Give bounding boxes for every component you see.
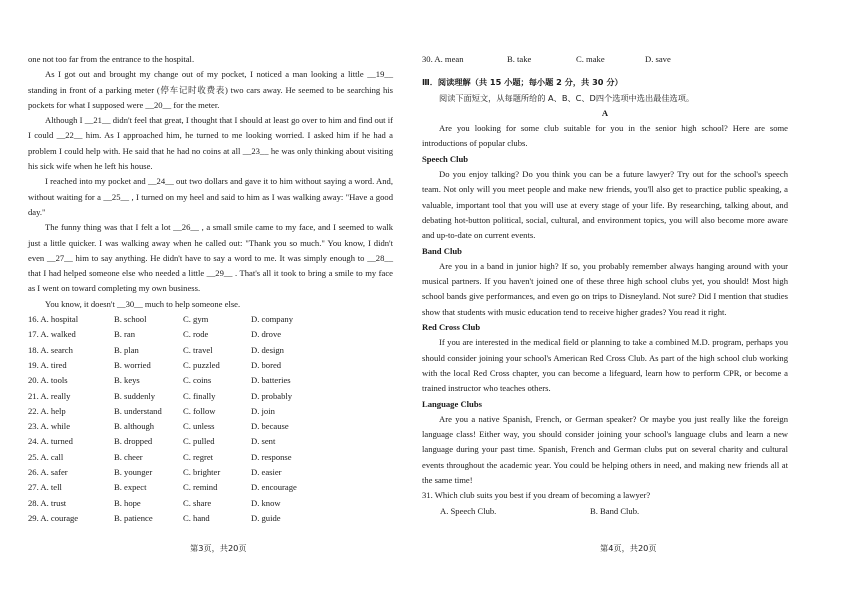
option-row	[28, 496, 393, 511]
option: B. cheer	[114, 451, 143, 462]
option: C. brighter	[183, 467, 221, 478]
option: D. know	[251, 497, 281, 508]
option: C. puzzled	[183, 359, 220, 370]
club-paragraph: Do you enjoy talking? Do you think you can be a future lawyer? Try out for the school's speech team. Not only will you meet people and make new friends, you'll also get to practice public speaking, a valuable, important tool that you will use at every stage of your life. By researching, talking about, and debating hot-button political, social, cultural, and environment topics, you will also become more aware and up-to-date on current events.	[422, 169, 788, 241]
club-paragraph: If you are interested in the medical field or planning to take a combined M.D. program, perhaps you should consider joining your school's American Red Cross Club. As part of the high school club working with the local Red Cross chapter, you can become a lifeguard, learn how to perform CPR, or become a trained instructor who teaches others.	[422, 337, 788, 394]
option: D. bored	[251, 359, 282, 370]
paragraph: one not too far from the entrance to the hospital.	[28, 54, 195, 64]
intro-paragraph: Are you looking for some club suitable for you in the senior high school? Here are some introductions of popular clubs.	[422, 123, 788, 149]
right-column	[422, 52, 788, 519]
option: D. easier	[251, 467, 282, 478]
option: 27. A. tell	[28, 482, 62, 493]
option: D. guide	[251, 512, 281, 523]
option: B. ran	[114, 329, 136, 340]
paragraph: Although I __21__ didn't feel that great, I thought that I should at least go over to him and find out if I could __22__ him. As I approached him, he turned to me looking worried. I asked him if he had a problem I could help with. He said that he had no coins at all __23__ he was only thinking about visiting his sick wife when he left his house.	[28, 115, 393, 172]
option: B. suddenly	[114, 390, 156, 401]
option: D. save	[645, 54, 671, 64]
option: B. school	[114, 314, 147, 325]
option: B. plan	[114, 344, 139, 355]
option: C. finally	[183, 390, 216, 401]
answer-option: A. Speech Club.	[440, 505, 497, 516]
page-footer-right: 第4页，共20页	[600, 543, 657, 553]
option-row	[28, 373, 393, 388]
left-column	[28, 52, 393, 526]
option: C. travel	[183, 344, 213, 355]
option: C. pulled	[183, 436, 215, 447]
option: 26. A. safer	[28, 467, 68, 478]
option-row	[28, 450, 393, 465]
option: D. design	[251, 344, 284, 355]
option: B. although	[114, 421, 155, 432]
option-row	[28, 358, 393, 373]
option-row	[28, 419, 393, 434]
option-row	[28, 389, 393, 404]
option-row	[422, 52, 788, 67]
option-row	[28, 465, 393, 480]
page-footer-left: 第3页，共20页	[190, 543, 247, 553]
option: C. make	[576, 54, 605, 64]
option: 18. A. search	[28, 344, 73, 355]
option: 20. A. tools	[28, 375, 68, 386]
option: B. expect	[114, 482, 147, 493]
question-31: 31. Which club suits you best if you dream of becoming a lawyer?	[422, 490, 651, 501]
option: D. drove	[251, 329, 282, 340]
option: B. take	[507, 54, 532, 64]
section-instructions: 阅读下面短文，从每题所给的 A、B、C、D四个选项中选出最佳选项。	[439, 92, 695, 103]
paragraph: You know, it doesn't __30__ much to help someone else.	[45, 298, 241, 309]
option: D. because	[251, 421, 289, 432]
option: 16. A. hospital	[28, 314, 79, 325]
option: D. join	[251, 405, 275, 416]
passage-label: A	[601, 107, 609, 118]
option: B. dropped	[114, 436, 153, 447]
answer-option: B. Band Club.	[590, 505, 640, 516]
answer-row	[422, 504, 788, 519]
option: C. rode	[183, 329, 209, 340]
club-paragraph: Are you a native Spanish, French, or German speaker? Or maybe you just really like the foreign language class! Either way, you should consider joining your school's language clubs and learn a new language during your past time. Spanish, French and German clubs put on several charity and cultural events throughout the academic year. You could be helping others in need, and making new friends all at the same time!	[422, 413, 788, 486]
option: 21. A. really	[28, 390, 71, 401]
option: C. share	[183, 497, 212, 508]
option: C. gym	[183, 314, 209, 325]
paragraph: The funny thing was that I felt a lot __26__ , a small smile came to my face, and I seemed to walk just a little quicker. I was walking away when he called out: "Thank you so much." You know, I didn't even __27__ him to say anything. He didn't have to say a word to me. It was simply enough to __28__ that I had helped someone else who needed a little __29__ . That's all it took to bring a smile to my face as I went on toward completing my own business.	[28, 222, 393, 294]
club-heading: Red Cross Club	[422, 322, 481, 333]
option: C. hand	[183, 512, 210, 523]
option: C. follow	[183, 405, 216, 416]
option: D. response	[251, 451, 292, 462]
club-heading: Language Clubs	[422, 398, 482, 409]
club-heading: Band Club	[422, 245, 462, 256]
option: 29. A. courage	[28, 512, 79, 523]
option: C. coins	[183, 375, 212, 386]
option: C. unless	[183, 421, 215, 432]
option-row	[28, 343, 393, 358]
option-row	[28, 404, 393, 419]
option: 17. A. walked	[28, 329, 76, 340]
option: 19. A. tired	[28, 359, 67, 370]
option: 22. A. help	[28, 405, 66, 416]
option: C. regret	[183, 451, 214, 462]
option-row	[28, 511, 393, 526]
option: D. sent	[251, 436, 276, 447]
paragraph: I reached into my pocket and __24__ out two dollars and gave it to him without saying a word. And, without waiting for a __25__ , I turned on my heel and said to him as I was walking away: "Have a good day."	[28, 176, 393, 217]
option: D. encourage	[251, 482, 297, 493]
option: C. remind	[183, 482, 218, 493]
option-row	[28, 312, 393, 327]
paragraph: As I got out and brought my change out of my pocket, I noticed a man looking a little __19__ standing in front of a parking meter (停车记时收费表) two cars away. He seemed to be searching his pockets for what I supposed were __20__ for the meter.	[28, 69, 393, 110]
option: B. keys	[114, 375, 140, 386]
option: D. probably	[251, 390, 293, 401]
option-row	[28, 327, 393, 342]
option: 30. A. mean	[422, 54, 464, 64]
club-paragraph: Are you in a band in junior high? If so, you probably remember always hanging around with your musical partners. If you haven't joined one of these three high school clubs yet, you should! Most high school bands give performances, and even go on trips to Disneyland. Not sure? Did I mention that studies show that students with music education tend to receive higher grades? You read it right.	[422, 260, 788, 317]
section-title: Ⅲ．阅读理解（共 15 小题；每小题 2 分，共 30 分）	[422, 77, 623, 88]
option: 24. A. turned	[28, 436, 73, 447]
option: B. patience	[114, 512, 153, 523]
option: 25. A. call	[28, 451, 64, 462]
option: B. younger	[114, 467, 153, 478]
option-row	[28, 434, 393, 449]
club-heading: Speech Club	[422, 153, 469, 164]
options-list	[28, 312, 393, 526]
option: 28. A. trust	[28, 497, 67, 508]
option: B. hope	[114, 497, 141, 508]
option: D. company	[251, 314, 294, 325]
option: B. worried	[114, 359, 151, 370]
option: 23. A. while	[28, 421, 71, 432]
option-row	[28, 480, 393, 495]
option: B. understand	[114, 405, 162, 416]
option: D. batteries	[251, 375, 291, 386]
